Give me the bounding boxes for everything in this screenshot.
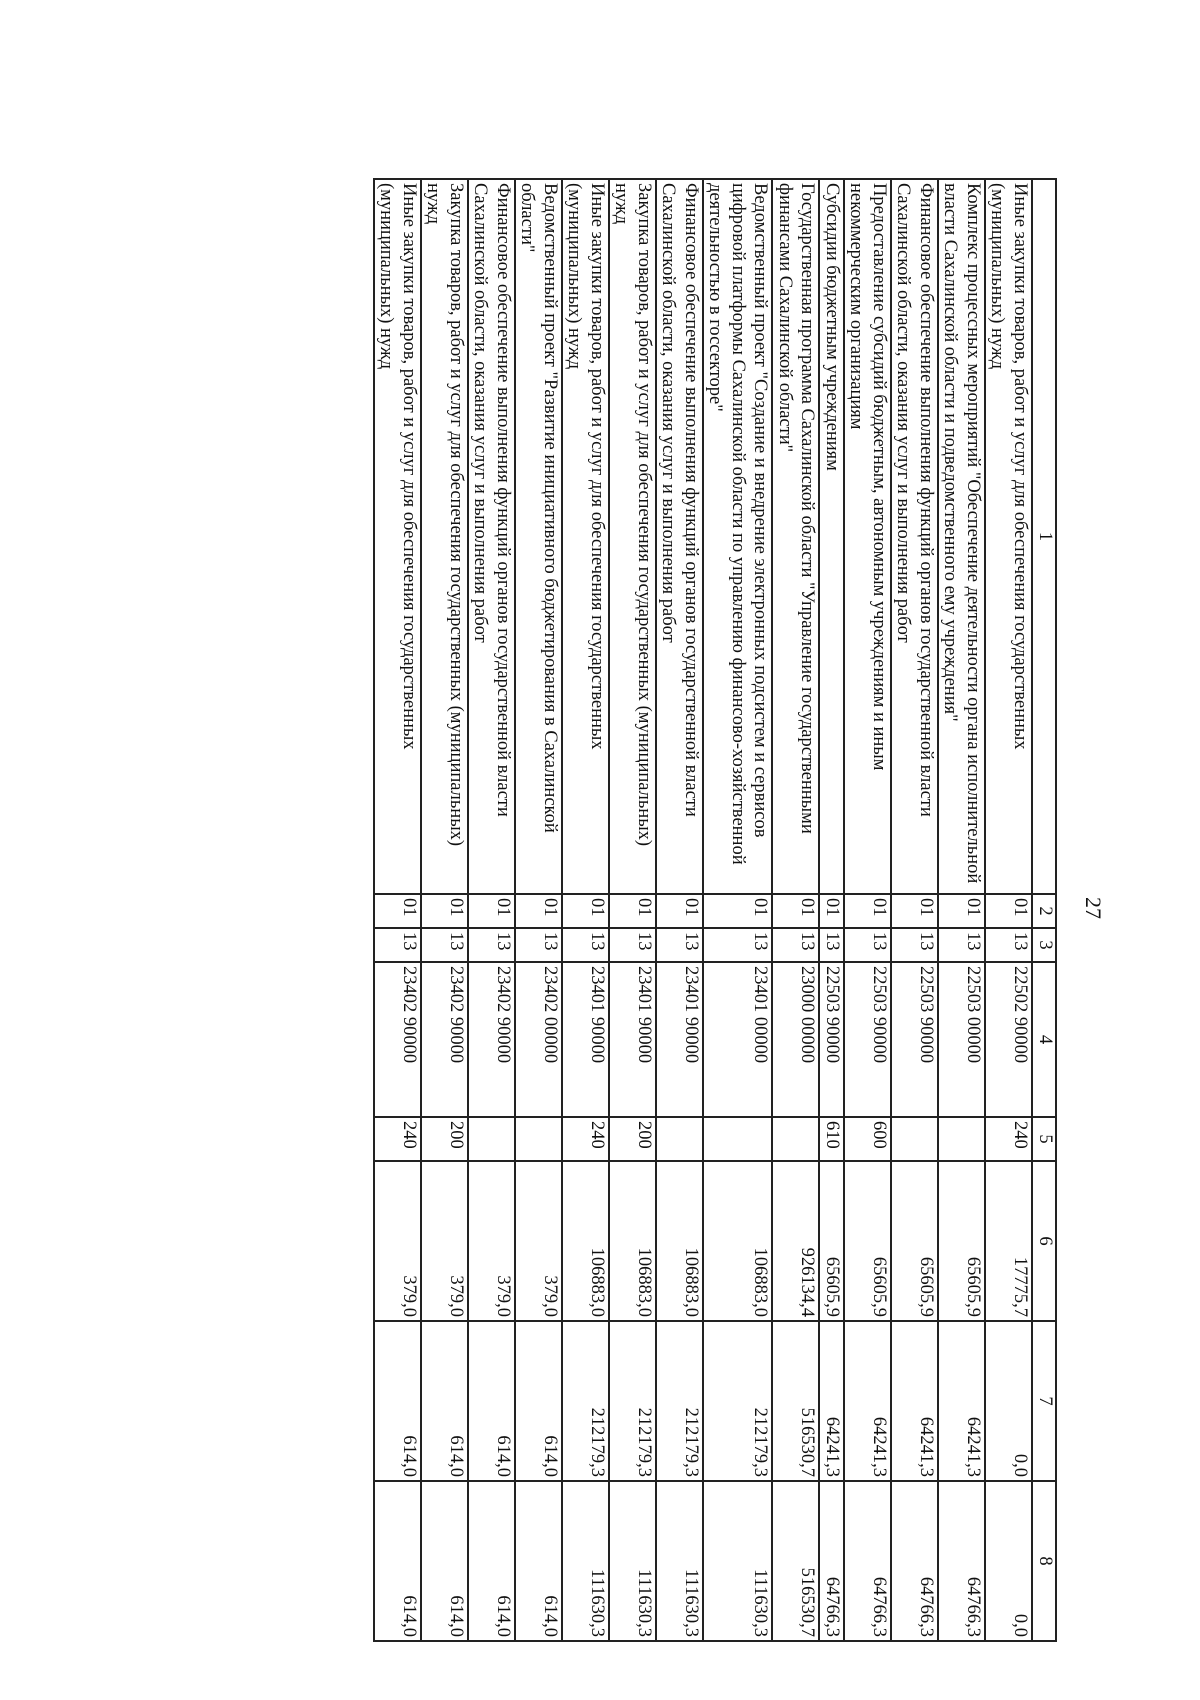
row-target-article-cell: 23000 00000 (773, 962, 820, 1117)
row-expense-type-cell (468, 1117, 515, 1161)
row-value-year2-cell: 64241,3 (820, 1321, 845, 1481)
row-target-article-cell: 23402 90000 (374, 962, 421, 1117)
row-value-year2-cell: 212179,3 (703, 1321, 773, 1481)
row-value-year1-cell: 65605,9 (938, 1161, 985, 1321)
row-value-year3-cell: 111630,3 (609, 1481, 656, 1641)
row-section-cell: 01 (468, 894, 515, 928)
budget-table (373, 178, 1057, 1642)
row-value-year1-cell: 379,0 (421, 1161, 468, 1321)
row-value-year3-cell: 614,0 (421, 1481, 468, 1641)
row-subsection-cell: 13 (985, 928, 1032, 962)
row-section-cell: 01 (421, 894, 468, 928)
row-value-year1-cell: 65605,9 (891, 1161, 938, 1321)
row-section-cell: 01 (609, 894, 656, 928)
row-value-year3-cell: 111630,3 (656, 1481, 703, 1641)
table-row (374, 179, 421, 1641)
row-target-article-cell: 23401 90000 (656, 962, 703, 1117)
row-name-cell: Иные закупки товаров, работ и услуг для обеспечения государственных (муниципальных) нужд (562, 179, 609, 894)
table-row (468, 179, 515, 1641)
row-section-cell: 01 (985, 894, 1032, 928)
row-target-article-cell: 23401 90000 (609, 962, 656, 1117)
row-subsection-cell: 13 (844, 928, 891, 962)
row-section-cell: 01 (656, 894, 703, 928)
row-value-year2-cell: 64241,3 (891, 1321, 938, 1481)
row-subsection-cell: 13 (656, 928, 703, 962)
table-header-row (1032, 179, 1056, 1641)
header-col-1: 1 (1032, 179, 1056, 894)
row-value-year2-cell: 516530,7 (773, 1321, 820, 1481)
row-name-cell: Финансовое обеспечение выполнения функций органов государственной власти Сахалинской области, оказания услуг и выполнения работ (656, 179, 703, 894)
row-value-year1-cell: 106883,0 (703, 1161, 773, 1321)
row-value-year3-cell: 614,0 (515, 1481, 562, 1641)
row-section-cell: 01 (515, 894, 562, 928)
table-row (820, 179, 845, 1641)
row-value-year2-cell: 0,0 (985, 1321, 1032, 1481)
row-value-year1-cell: 379,0 (468, 1161, 515, 1321)
row-section-cell: 01 (773, 894, 820, 928)
row-section-cell: 01 (562, 894, 609, 928)
row-name-cell: Иные закупки товаров, работ и услуг для обеспечения государственных (муниципальных) нужд (985, 179, 1032, 894)
row-value-year3-cell: 64766,3 (891, 1481, 938, 1641)
row-expense-type-cell: 200 (421, 1117, 468, 1161)
table-row (656, 179, 703, 1641)
table-row (609, 179, 656, 1641)
row-expense-type-cell: 240 (562, 1117, 609, 1161)
table-row (773, 179, 820, 1641)
header-col-8: 8 (1032, 1481, 1056, 1641)
row-value-year3-cell: 64766,3 (820, 1481, 845, 1641)
row-subsection-cell: 13 (773, 928, 820, 962)
row-target-article-cell: 22503 90000 (891, 962, 938, 1117)
row-name-cell: Иные закупки товаров, работ и услуг для обеспечения государственных (муниципальных) нужд (374, 179, 421, 894)
row-subsection-cell: 13 (938, 928, 985, 962)
row-target-article-cell: 22502 90000 (985, 962, 1032, 1117)
row-expense-type-cell (938, 1117, 985, 1161)
row-expense-type-cell: 610 (820, 1117, 845, 1161)
row-value-year2-cell: 212179,3 (562, 1321, 609, 1481)
row-expense-type-cell (891, 1117, 938, 1161)
row-value-year2-cell: 614,0 (374, 1321, 421, 1481)
row-target-article-cell: 23401 00000 (703, 962, 773, 1117)
row-name-cell: Государственная программа Сахалинской области "Управление государственными финансами Сахалинской области" (773, 179, 820, 894)
row-expense-type-cell: 600 (844, 1117, 891, 1161)
row-value-year2-cell: 614,0 (468, 1321, 515, 1481)
row-target-article-cell: 22503 90000 (820, 962, 845, 1117)
header-col-5: 5 (1032, 1117, 1056, 1161)
row-name-cell: Финансовое обеспечение выполнения функций органов государственной власти Сахалинской области, оказания услуг и выполнения работ (891, 179, 938, 894)
row-section-cell: 01 (844, 894, 891, 928)
row-value-year3-cell: 111630,3 (703, 1481, 773, 1641)
row-section-cell: 01 (374, 894, 421, 928)
row-expense-type-cell (515, 1117, 562, 1161)
row-name-cell: Закупка товаров, работ и услуг для обеспечения государственных (муниципальных) нужд (421, 179, 468, 894)
row-name-cell: Финансовое обеспечение выполнения функций органов государственной власти Сахалинской области, оказания услуг и выполнения работ (468, 179, 515, 894)
row-value-year3-cell: 0,0 (985, 1481, 1032, 1641)
row-subsection-cell: 13 (891, 928, 938, 962)
table-row (985, 179, 1032, 1641)
row-expense-type-cell: 240 (374, 1117, 421, 1161)
row-value-year1-cell: 65605,9 (820, 1161, 845, 1321)
row-section-cell: 01 (891, 894, 938, 928)
row-expense-type-cell: 240 (985, 1117, 1032, 1161)
row-value-year1-cell: 65605,9 (844, 1161, 891, 1321)
row-subsection-cell: 13 (609, 928, 656, 962)
header-col-4: 4 (1032, 962, 1056, 1117)
row-target-article-cell: 23402 90000 (468, 962, 515, 1117)
row-value-year2-cell: 212179,3 (656, 1321, 703, 1481)
row-name-cell: Ведомственный проект "Развитие инициативного бюджетирования в Сахалинской области" (515, 179, 562, 894)
table-row (938, 179, 985, 1641)
row-value-year1-cell: 17775,7 (985, 1161, 1032, 1321)
row-name-cell: Закупка товаров, работ и услуг для обеспечения государственных (муниципальных) нужд (609, 179, 656, 894)
row-value-year1-cell: 926134,4 (773, 1161, 820, 1321)
page-number: 27 (1081, 897, 1106, 919)
row-name-cell: Субсидии бюджетным учреждениям (820, 179, 845, 894)
row-expense-type-cell (703, 1117, 773, 1161)
row-section-cell: 01 (938, 894, 985, 928)
row-target-article-cell: 23402 00000 (515, 962, 562, 1117)
row-value-year3-cell: 614,0 (468, 1481, 515, 1641)
row-value-year1-cell: 379,0 (374, 1161, 421, 1321)
row-value-year2-cell: 64241,3 (938, 1321, 985, 1481)
header-col-3: 3 (1032, 928, 1056, 962)
row-target-article-cell: 23401 90000 (562, 962, 609, 1117)
header-col-2: 2 (1032, 894, 1056, 928)
row-value-year3-cell: 64766,3 (938, 1481, 985, 1641)
row-value-year1-cell: 106883,0 (562, 1161, 609, 1321)
row-expense-type-cell (656, 1117, 703, 1161)
row-target-article-cell: 22503 90000 (844, 962, 891, 1117)
row-subsection-cell: 13 (562, 928, 609, 962)
row-expense-type-cell: 200 (609, 1117, 656, 1161)
table-row (421, 179, 468, 1641)
table-row (891, 179, 938, 1641)
row-subsection-cell: 13 (374, 928, 421, 962)
row-value-year2-cell: 614,0 (421, 1321, 468, 1481)
row-value-year3-cell: 614,0 (374, 1481, 421, 1641)
row-target-article-cell: 22503 00000 (938, 962, 985, 1117)
row-value-year1-cell: 106883,0 (609, 1161, 656, 1321)
row-section-cell: 01 (703, 894, 773, 928)
row-value-year3-cell: 64766,3 (844, 1481, 891, 1641)
row-value-year2-cell: 212179,3 (609, 1321, 656, 1481)
row-target-article-cell: 23402 90000 (421, 962, 468, 1117)
row-value-year3-cell: 111630,3 (562, 1481, 609, 1641)
row-value-year2-cell: 64241,3 (844, 1321, 891, 1481)
row-subsection-cell: 13 (421, 928, 468, 962)
row-value-year2-cell: 614,0 (515, 1321, 562, 1481)
row-subsection-cell: 13 (515, 928, 562, 962)
row-expense-type-cell (773, 1117, 820, 1161)
row-value-year1-cell: 379,0 (515, 1161, 562, 1321)
row-subsection-cell: 13 (820, 928, 845, 962)
row-name-cell: Ведомственный проект "Создание и внедрение электронных подсистем и сервисов цифровой платформы Сахалинской области по управлению финансово-хозяйственной деятельностью в госсекторе" (703, 179, 773, 894)
row-value-year3-cell: 516530,7 (773, 1481, 820, 1641)
table-row (515, 179, 562, 1641)
row-subsection-cell: 13 (703, 928, 773, 962)
row-name-cell: Предоставление субсидий бюджетным, автономным учреждениям и иным некоммерческим организациям (844, 179, 891, 894)
rotated-table-container (81, 178, 1057, 1640)
table-row (562, 179, 609, 1641)
row-subsection-cell: 13 (468, 928, 515, 962)
row-name-cell: Комплекс процессных мероприятий "Обеспечение деятельности органа исполнительной власти Сахалинской области и подведомственного ему учреждения" (938, 179, 985, 894)
table-row (844, 179, 891, 1641)
header-col-7: 7 (1032, 1321, 1056, 1481)
header-col-6: 6 (1032, 1161, 1056, 1321)
table-body (374, 179, 1032, 1641)
row-section-cell: 01 (820, 894, 845, 928)
row-value-year1-cell: 106883,0 (656, 1161, 703, 1321)
table-row (703, 179, 773, 1641)
